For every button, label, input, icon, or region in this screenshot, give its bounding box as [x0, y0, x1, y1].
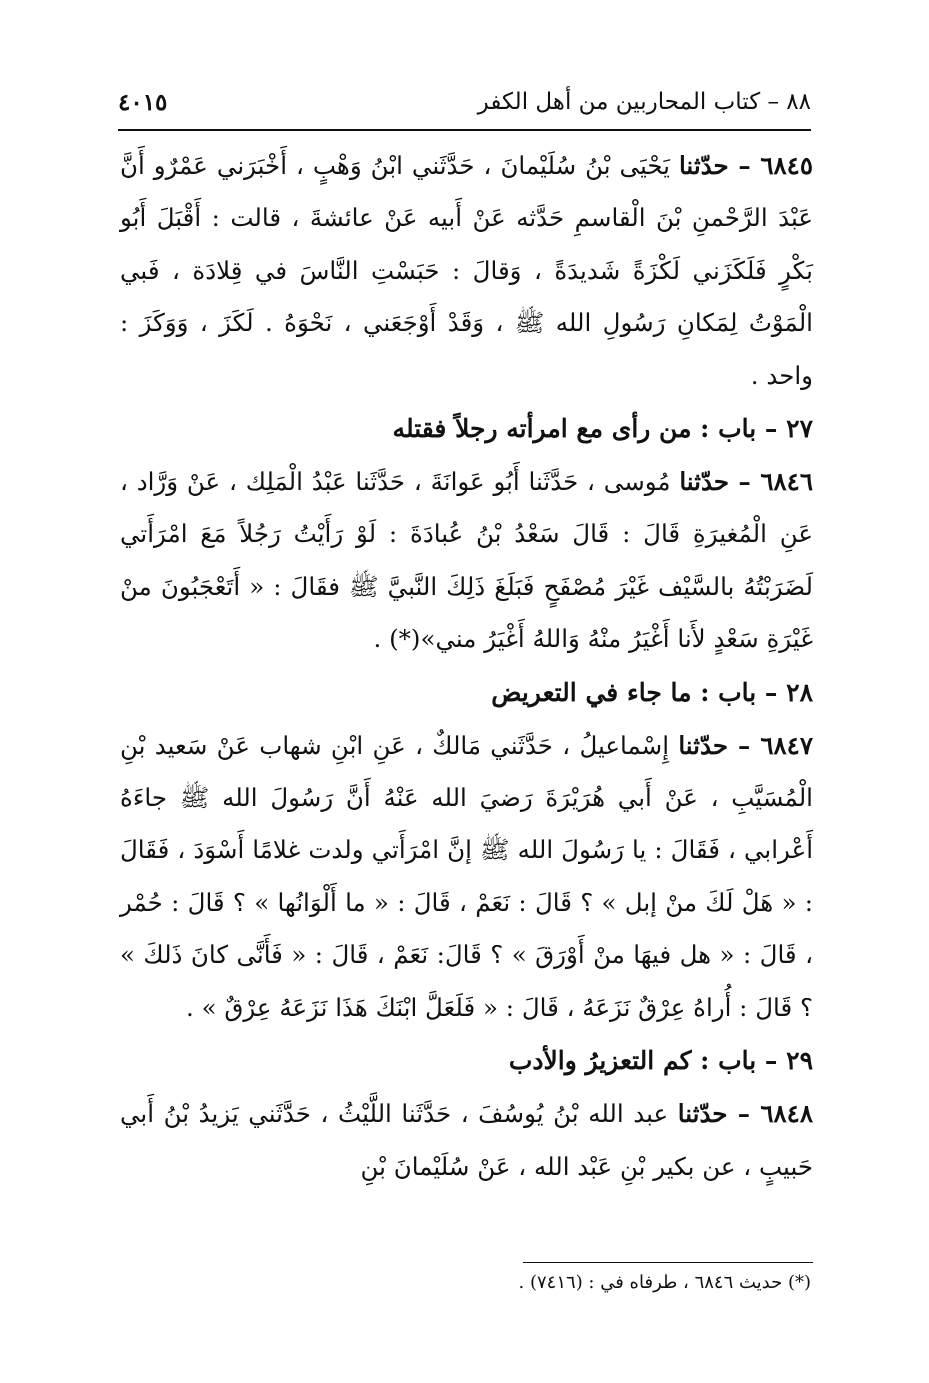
running-title: ٨٨ – كتاب المحاربين من أهل الكفر — [477, 89, 811, 115]
chapter-heading-29: ٢٩ – باب : كم التعزيرُ والأدب — [508, 1046, 813, 1076]
hadith-text: يَحْيَى بْنُ سُلَيْمانَ ، حَدَّثَني ابْنُ وَهْبٍ ، أَخْبَرَني عَمْرٌو أَنَّ عَبْدَ الرَّحْمنِ بْنَ الْقاسمِ حَدَّثه عَنْ أَبيه عَنْ عائشةَ ، قالت : أَقْبَلَ أَبُو بَكْرٍ فَلَكَزَني لَكْزَةً شَديدَةً ، وَقالَ : حَبَسْتِ النَّاسَ في قِلادَة ، فَبي الْمَوْتُ لِمَكانِ رَسُولِ الله ﷺ ، وَقَدْ أَوْجَعَني ، نَحْوَهُ . لَكَزَ ، وَوَكَزَ : واحد . — [120, 151, 813, 390]
hadith-text: مُوسى ، حَدَّثَنا أَبُو عَوانَةَ ، حَدَّثَنا عَبْدُ الْمَلِك ، عَنْ وَرَّاد ، عَنِ الْمُغيرَةِ قَالَ : قَالَ سَعْدُ بْنُ عُبادَةَ : لَوْ رَأَيْتُ رَجُلاً مَعَ امْرَأَتي لَضَرَبْتُهُ بالسَّيْف غَيْرَ مُصْفَحٍ فَبَلَغَ ذَلِكَ النَّبيَّ ﷺ فقَالَ : « أَتَعْجَبُونَ منْ غَيْرَةِ سَعْدٍ لأَنا أَغْيَرُ منْهُ وَاللهُ أَغْيَرُ مني»(*) . — [120, 467, 813, 654]
footnote-rule — [523, 1262, 813, 1263]
footnote: (*) حديث ٦٨٤٦ ، طرفاه في : (٧٤١٦) . — [518, 1272, 811, 1293]
hadith-lead: ٦٨٤٦ – حدّثنا — [679, 467, 813, 497]
hadith-6847 — [120, 720, 813, 1034]
hadith-lead: ٦٨٤٥ – حدّثنا — [678, 151, 813, 180]
hadith-lead: ٦٨٤٧ – حدّثنا — [678, 730, 813, 760]
page-number: ٤٠١٥ — [118, 88, 168, 116]
header-rule — [118, 129, 811, 131]
hadith-6848 — [120, 1088, 813, 1193]
hadith-6845 — [120, 140, 813, 402]
hadith-lead: ٦٨٤٨ – حدّثنا — [677, 1099, 813, 1129]
chapter-heading-27: ٢٧ – باب : من رأى مع امرأته رجلاً فقتله — [392, 414, 813, 444]
chapter-heading-28: ٢٨ – باب : ما جاء في التعريض — [491, 677, 813, 707]
page-header — [118, 82, 811, 122]
hadith-text: إِسْماعيلُ ، حَدَّثَني مَالكٌ ، عَنِ ابْنِ شهاب عَنْ سَعيد بْنِ الْمُسَيَّبِ ، عَنْ أَبي هُرَيْرَةَ رَضيَ الله عَنْهُ أَنَّ رَسُولَ الله ﷺ جاءَهُ أَعْرابي ، فَقَالَ : يا رَسُولَ الله ﷺ إنَّ امْرَأَتي ولدت غلامًا أَسْوَدَ ، فَقَالَ : « هَلْ لَكَ منْ إبل » ؟ قَالَ : نَعَمْ ، قَالَ : « ما أَلْوَانُها » ؟ قَالَ : حُمْر ، قَالَ : « هل فيهَا منْ أَوْرَقَ » ؟ قَالَ: نَعَمْ ، قَالَ : « فَأَنَّى كانَ ذَلكَ » ؟ قَالَ : أُراهُ عِرْقٌ نَزَعَهُ ، قَالَ : « فَلَعَلَّ ابْنَكَ هَذَا نَزَعَهُ عِرْقٌ » . — [120, 730, 813, 1022]
page-body — [120, 140, 813, 1193]
hadith-text: عبد الله بْنُ يُوسُفَ ، حَدَّثَنا اللَّيْثُ ، حَدَّثَني يَزيدُ بْنُ أَبي حَبيبٍ ، عن بكير بْنِ عَبْد الله ، عَنْ سُلَيْمانَ بْنِ — [120, 1099, 813, 1181]
hadith-6846 — [120, 456, 813, 666]
